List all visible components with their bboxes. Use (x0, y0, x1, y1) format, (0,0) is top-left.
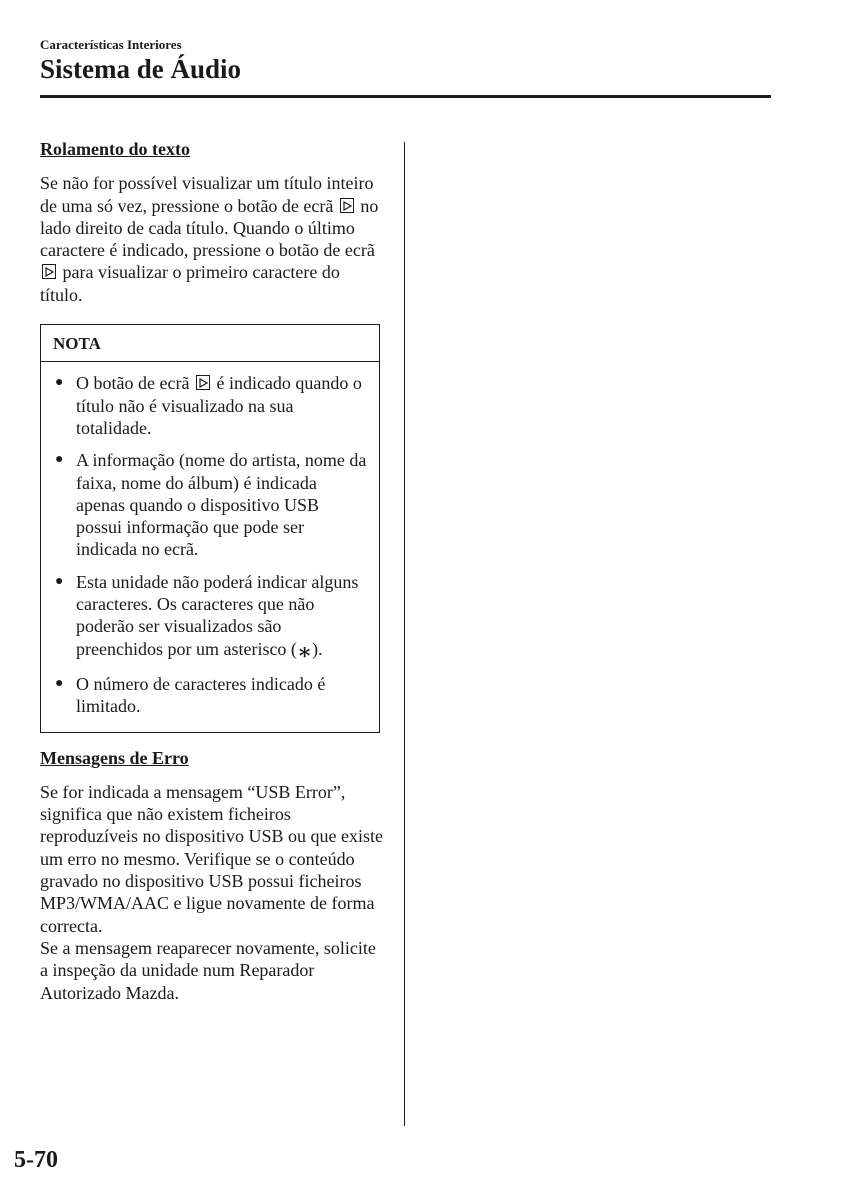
note-item-2-text: A informação (nome do artista, nome da faixa, nome do álbum) é indicada apenas quando o dispositivo USB possui informação que pode ser indicada no ecrã. (76, 450, 367, 560)
note-item-3-text-1: Esta unidade não poderá indicar alguns caracteres. Os caracteres que não poderão ser visualizados são preenchidos por um asterisco ( (76, 571, 359, 659)
error-messages-heading: Mensagens de Erro (40, 747, 189, 768)
play-triangle-button-icon (196, 375, 210, 390)
text-scroll-heading: Rolamento do texto (40, 139, 190, 159)
bullet: ● (55, 573, 64, 589)
play-triangle-button-icon (42, 264, 56, 279)
page-number: 5-70 (14, 1147, 58, 1173)
note-item-1-text-2: é indicado quando o título não é visualizado na sua totalidade. (76, 373, 362, 438)
text-scroll-text-3: para visualizar o primeiro caractere do título. (40, 262, 340, 305)
note-list (41, 362, 379, 731)
error-messages-paragraph-1: Se for indicada a mensagem “USB Error”, significa que não existem ficheiros reproduzíveis no dispositivo USB ou que existe um erro no mesmo. Verifique se o conteúdo gravado no dispositivo USB possui ficheiros MP3/WMA/AAC e ligue novamente de forma correcta. (40, 781, 383, 936)
note-item-4-text: O número de caracteres indicado é limitado. (76, 673, 326, 717)
bullet: ● (55, 452, 64, 468)
bullet: ● (55, 375, 64, 391)
note-header: NOTA (41, 325, 379, 362)
list-item (55, 673, 367, 718)
column-divider (404, 142, 405, 1126)
list-item (55, 372, 367, 439)
left-column (40, 138, 385, 1004)
note-box (40, 324, 380, 732)
section-label: Características Interiores (40, 37, 182, 52)
text-scroll-paragraph (40, 172, 385, 306)
list-item (55, 449, 367, 560)
text-scroll-text-1: Se não for possível visualizar um título inteiro de uma só vez, pressione o botão de ecrã (40, 173, 374, 216)
error-messages-paragraph-2: Se a mensagem reaparecer novamente, solicite a inspeção da unidade num Reparador Autorizado Mazda. (40, 937, 376, 1003)
page-title: Sistema de Áudio (40, 54, 242, 84)
text-scroll-text-2: no lado direito de cada título. Quando o último caractere é indicado, pressione o botão de ecrã (40, 195, 379, 261)
note-item-1-text-1: O botão de ecrã (76, 373, 190, 394)
asterisk-icon: ∗ (296, 638, 313, 664)
note-item-3-text-2: ). (312, 638, 323, 659)
bullet: ● (55, 675, 64, 691)
play-triangle-button-icon (340, 198, 354, 213)
list-item (55, 571, 367, 663)
title-rule (40, 95, 771, 98)
